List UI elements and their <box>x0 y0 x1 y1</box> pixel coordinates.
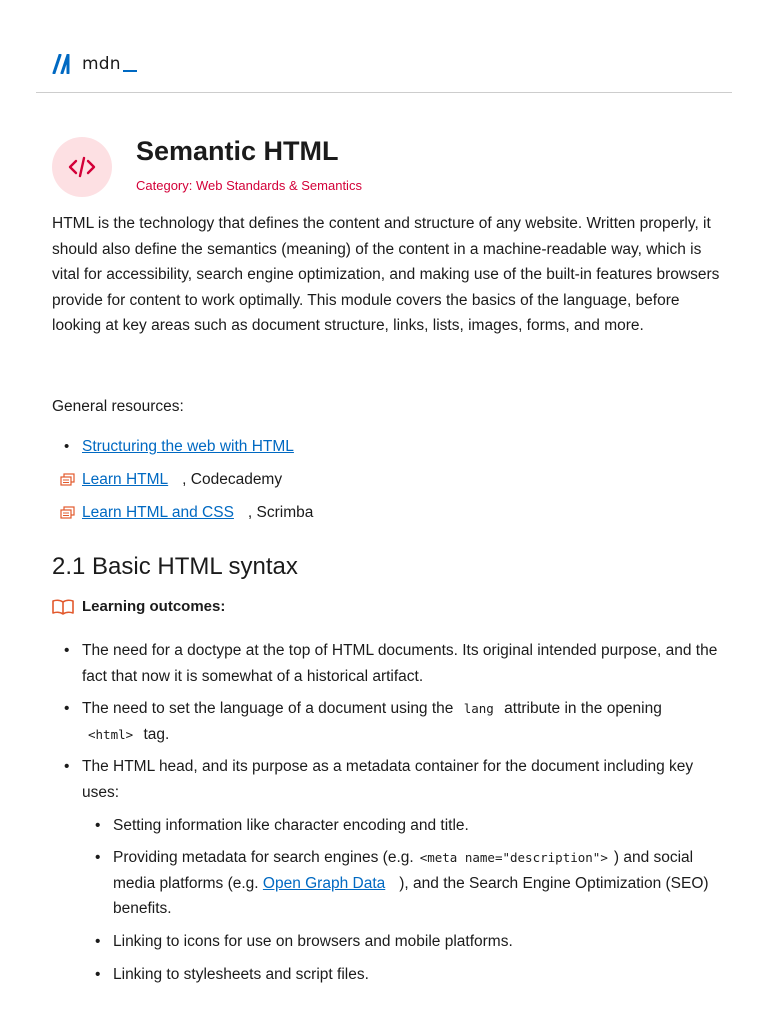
intro-paragraph: HTML is the technology that defines the content and structure of any website. Written properly, it should also define the semantics (meaning) of the content in a machine-readable way, which is vital for accessibility, search engine optimization, and making use of the built-in features browsers provide for content to work optimally. This module covers the basics of the language, before looking at key areas such as document structure, links, lists, images, forms, and more. <box>52 215 720 335</box>
outcome-text: Providing metadata for search engines (e.g. <box>113 849 414 867</box>
outcome-text: attribute in the opening <box>504 700 662 718</box>
external-resource-icon <box>60 473 75 486</box>
code-topic-icon <box>52 137 112 197</box>
resources-list <box>52 435 712 534</box>
learning-outcomes-heading <box>52 598 225 615</box>
category-label <box>136 178 362 193</box>
outcomes-list <box>52 638 724 994</box>
mdn-logo[interactable] <box>52 52 137 76</box>
outcome-text: Linking to stylesheets and script files. <box>113 965 369 983</box>
resource-link[interactable]: Learn HTML and CSS <box>82 504 234 521</box>
outcome-text: Setting information like character encoding and title. <box>113 816 469 834</box>
page-title: Semantic HTML <box>136 136 339 166</box>
outcome-text: The need for a doctype at the top of HTML documents. Its original intended purpose, and the fact that now it is somewhat of a historical artifact. <box>82 642 718 685</box>
header-divider <box>36 92 732 93</box>
outcome-text: ) and social media platforms (e.g. <box>113 849 694 892</box>
general-resources-label: General resources: <box>52 398 184 415</box>
resource-suffix: , Codecademy <box>182 471 283 488</box>
outcome-text: The need to set the language of a document using the <box>82 700 454 718</box>
code-icon <box>68 155 96 179</box>
inline-code: <meta name="description"> <box>419 850 608 866</box>
outcome-text: The HTML head, and its purpose as a metadata container for the document including key uses: <box>82 758 694 801</box>
sub-list-item <box>82 813 724 839</box>
sub-list-item <box>82 962 724 988</box>
logo-text: mdn <box>82 54 121 74</box>
list-item <box>52 638 724 689</box>
section-heading: 2.1 Basic HTML syntax <box>52 553 298 580</box>
open-graph-link[interactable]: Open Graph Data <box>262 874 386 892</box>
site-header <box>0 0 768 93</box>
sub-list <box>82 813 724 988</box>
resource-link[interactable]: Structuring the web with HTML <box>82 438 294 455</box>
list-item <box>52 468 712 501</box>
list-item <box>52 696 724 747</box>
sub-list-item <box>82 845 724 922</box>
category-prefix: Category: <box>136 178 196 193</box>
open-book-icon <box>52 599 74 615</box>
logo-underscore <box>123 70 137 72</box>
list-item <box>52 435 712 468</box>
learning-outcomes-label: Learning outcomes: <box>82 598 226 615</box>
inline-code: <html> <box>88 726 134 742</box>
outcome-text: Linking to icons for use on browsers and mobile platforms. <box>113 932 513 950</box>
mdn-m-icon <box>52 54 76 74</box>
outcome-text: tag. <box>143 725 170 743</box>
list-item <box>52 754 724 987</box>
resource-suffix: , Scrimba <box>247 504 314 521</box>
outcome-text: ), and the Search Engine Optimization (SEO) benefits. <box>113 874 709 918</box>
bullet: • <box>64 438 70 455</box>
sub-list-item <box>82 929 724 955</box>
external-resource-icon <box>60 506 75 519</box>
inline-code: lang <box>463 701 494 717</box>
category-value: Web Standards & Semantics <box>195 178 362 193</box>
resource-link[interactable]: Learn HTML <box>82 471 169 488</box>
list-item <box>52 501 712 534</box>
